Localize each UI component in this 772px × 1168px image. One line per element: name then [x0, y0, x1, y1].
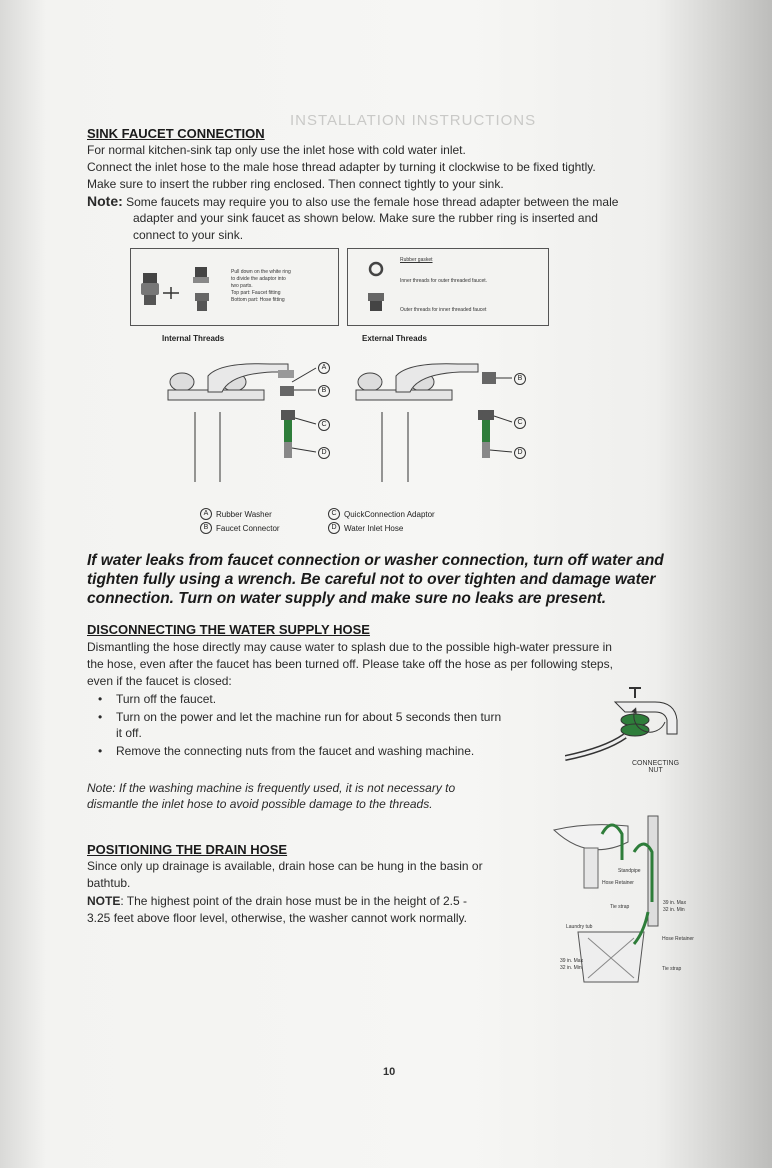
sink-note-line-2: adapter and your sink faucet as shown below. Make sure the rubber ring is inserted and [133, 211, 598, 225]
sink-note-line-3: connect to your sink. [133, 228, 244, 242]
inner-threads-label: Inner threads for outer threaded faucet. [400, 278, 487, 284]
max-label: 39 in. Max [663, 900, 687, 906]
tie-strap-label: Tie strap [610, 904, 630, 910]
legend-b [200, 522, 280, 534]
drain-note-label: NOTE [87, 894, 121, 908]
internal-text-2: to divide the adaptor into [231, 276, 286, 282]
legend-c-marker: C [328, 508, 340, 520]
connecting-nut-line-1: CONNECTING [632, 760, 680, 767]
disconnect-line-2: the hose, even after the faucet has been turned off. Please take off the hose as per following steps, [87, 657, 613, 671]
step-1: • Turn off the faucet. [116, 692, 216, 706]
legend-a-text: Rubber Washer [216, 509, 272, 519]
internal-text-5: Bottom part: Hose fitting [231, 297, 285, 303]
tie-strap-label-2: Tie strap [662, 966, 682, 972]
disconnect-line-1: Dismantling the hose directly may cause water to splash due to the possible high-water pressure in [87, 640, 612, 654]
internal-threads-figure [130, 248, 339, 326]
internal-text-1: Pull down on the white ring [231, 269, 291, 275]
page-number: 10 [383, 1066, 396, 1078]
sink-note-line-1 [87, 193, 618, 209]
marker-d-left: D [318, 447, 330, 459]
external-threads-figure [347, 248, 549, 326]
sink-line-1: For normal kitchen-sink tap only use the inlet hose with cold water inlet. [87, 143, 466, 157]
drain-note-1 [87, 894, 467, 908]
drain-note-text-1: : The highest point of the drain hose must be in the height of 2.5 - [120, 894, 468, 908]
internal-threads-caption: Internal Threads [162, 334, 225, 343]
legend-a [200, 508, 272, 520]
marker-b-left: B [318, 385, 330, 397]
marker-c-left: C [318, 419, 330, 431]
outer-threads-label: Outer threads for inner threaded faucet [400, 307, 487, 313]
marker-d-right: D [514, 447, 526, 459]
connecting-nut-label [632, 760, 679, 774]
step-2-cont: it off. [116, 726, 142, 740]
external-threads-caption: External Threads [362, 334, 427, 343]
standpipe-label: Standpipe [618, 868, 641, 874]
gasket-label: Rubber gasket [400, 257, 433, 263]
drain-line-2: bathtub. [87, 876, 131, 890]
legend-d [328, 522, 403, 534]
marker-b-right: B [514, 373, 526, 385]
disconnect-note-2: dismantle the inlet hose to avoid possible damage to the threads. [87, 797, 433, 811]
legend-c [328, 508, 435, 520]
disconnect-line-3: even if the faucet is closed: [87, 674, 232, 688]
hose-retainer-label-2: Hose Retainer [662, 936, 694, 942]
leak-warning: If water leaks from faucet connection or washer connection, turn off water and tighten fully using a wrench. Be careful not to over tighten and damage water connection. Turn on water supply and make sure no leaks are present. [87, 552, 664, 607]
sink-note-label: Note: [87, 193, 123, 209]
step-3: • Remove the connecting nuts from the faucet and washing machine. [116, 744, 474, 758]
laundry-tub-label: Laundry tub [566, 924, 593, 930]
legend-a-marker: A [200, 508, 212, 520]
drain-note-2: 3.25 feet above floor level, otherwise, the washer cannot work normally. [87, 911, 467, 925]
max-label-2: 39 in. Max [560, 958, 584, 964]
step-2: • Turn on the power and let the machine run for about 5 seconds then turn [116, 710, 501, 724]
min-label-2: 32 in. Min [560, 965, 582, 971]
faucet-right [356, 364, 512, 482]
legend-c-text: QuickConnection Adaptor [344, 509, 435, 519]
disconnect-heading: DISCONNECTING THE WATER SUPPLY HOSE [87, 622, 370, 637]
legend-d-marker: D [328, 522, 340, 534]
tap-hose-illustration [565, 680, 685, 770]
sink-line-2: Connect the inlet hose to the male hose thread adapter by turning it clockwise to be fixed tightly. [87, 160, 596, 174]
disconnect-note-1: Note: If the washing machine is frequently used, it is not necessary to [87, 781, 456, 795]
bleed-through-text: INSTALLATION INSTRUCTIONS [290, 112, 537, 129]
sink-faucet-heading: SINK FAUCET CONNECTION [87, 126, 265, 141]
internal-text-3: two parts. [231, 283, 253, 289]
hose-retainer-label: Hose Retainer [602, 880, 634, 886]
legend-b-marker: B [200, 522, 212, 534]
sink-note-text-1: Some faucets may require you to also use the female hose thread adapter between the male [126, 195, 619, 209]
drain-line-1: Since only up drainage is available, drain hose can be hung in the basin or [87, 859, 483, 873]
faucet-diagram [160, 352, 540, 502]
marker-a-left: A [318, 362, 330, 374]
legend-b-text: Faucet Connector [216, 523, 280, 533]
marker-c-right: C [514, 417, 526, 429]
min-label: 32 in. Min [663, 907, 685, 913]
legend-d-text: Water Inlet Hose [344, 523, 404, 533]
connecting-nut-line-2: NUT [648, 767, 663, 774]
gasket-illustration [348, 249, 408, 325]
internal-text-4: Top part: Faucet fitting [231, 290, 281, 296]
sink-line-3: Make sure to insert the rubber ring enclosed. Then connect tightly to your sink. [87, 177, 504, 191]
drain-heading: POSITIONING THE DRAIN HOSE [87, 842, 288, 857]
faucet-left [168, 364, 316, 482]
